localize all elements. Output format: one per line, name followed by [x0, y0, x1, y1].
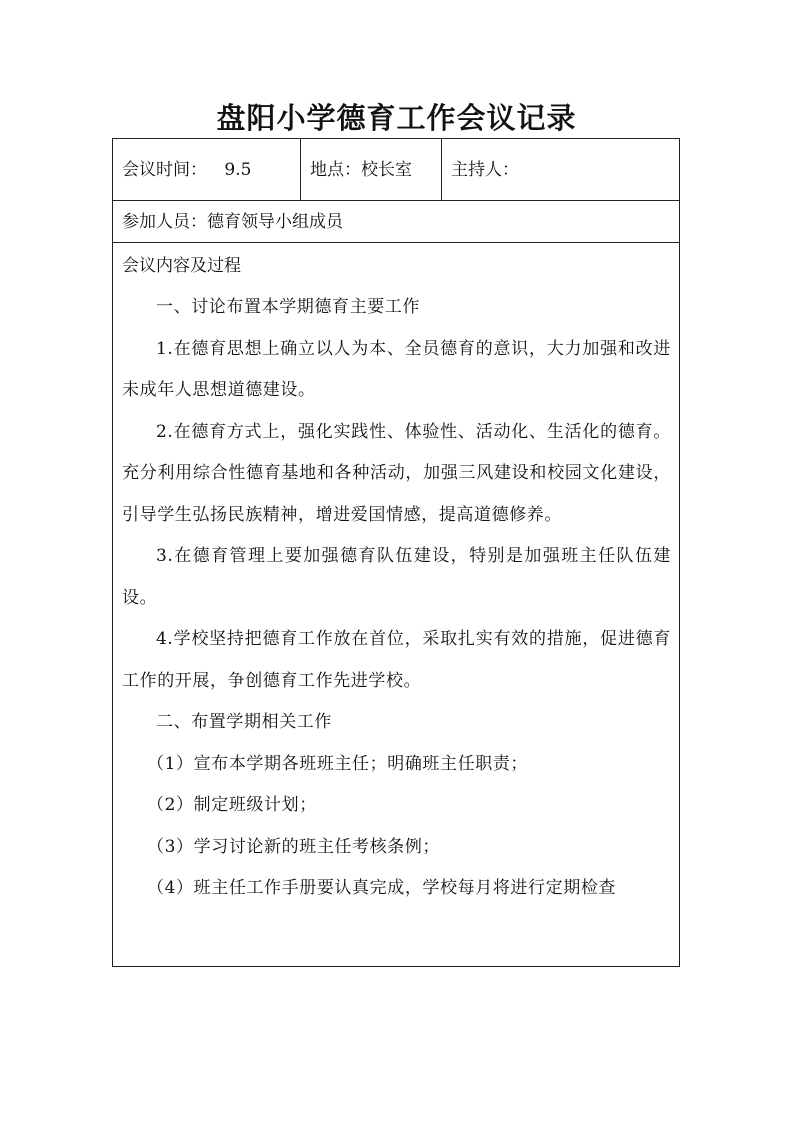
meeting-time-label: 会议时间： — [122, 160, 207, 180]
content-cell — [113, 243, 679, 910]
section-title: 一、讨论布置本学期德育主要工作 — [156, 297, 420, 317]
list-item: （4）班主任工作手册要认真完成，学校每月将进行定期检查 — [147, 878, 617, 898]
participants-label: 参加人员： — [122, 212, 207, 232]
meeting-time-value: 9.5 — [224, 160, 252, 180]
location-label: 地点： — [310, 160, 361, 180]
paragraph: 2.在德育方式上，强化实践性、体验性、活动化、生活化的德育。充分利用综合性德育基地和各种活动，加强三风建设和校园文化建设，引导学生弘扬民族精神，增进爱国情感，提高道德修养。 — [122, 421, 671, 525]
paragraph: 3.在德育管理上要加强德育队伍建设，特别是加强班主任队伍建设。 — [122, 546, 671, 608]
paragraph: 1.在德育思想上确立以人为本、全员德育的意识，大力加强和改进未成年人思想道德建设。 — [122, 338, 671, 400]
participants-row — [113, 201, 679, 243]
section-title: 二、布置学期相关工作 — [156, 712, 332, 732]
meeting-record-table — [112, 138, 680, 967]
host-cell — [442, 139, 679, 200]
list-item: （2）制定班级计划； — [147, 795, 317, 815]
location-value: 校长室 — [361, 160, 412, 180]
document-title: 盘阳小学德育工作会议记录 — [216, 101, 577, 135]
meeting-time-cell — [113, 139, 301, 200]
content-heading: 会议内容及过程 — [122, 256, 241, 276]
location-cell — [301, 139, 442, 200]
participants-value: 德育领导小组成员 — [207, 212, 343, 232]
info-row — [113, 139, 679, 201]
paragraph: 4.学校坚持把德育工作放在首位，采取扎实有效的措施，促进德育工作的开展，争创德育工作先进学校。 — [122, 629, 671, 691]
host-label: 主持人： — [451, 160, 519, 180]
list-item: （1）宣布本学期各班班主任；明确班主任职责； — [147, 753, 529, 774]
list-item: （3）学习讨论新的班主任考核条例； — [147, 836, 441, 857]
